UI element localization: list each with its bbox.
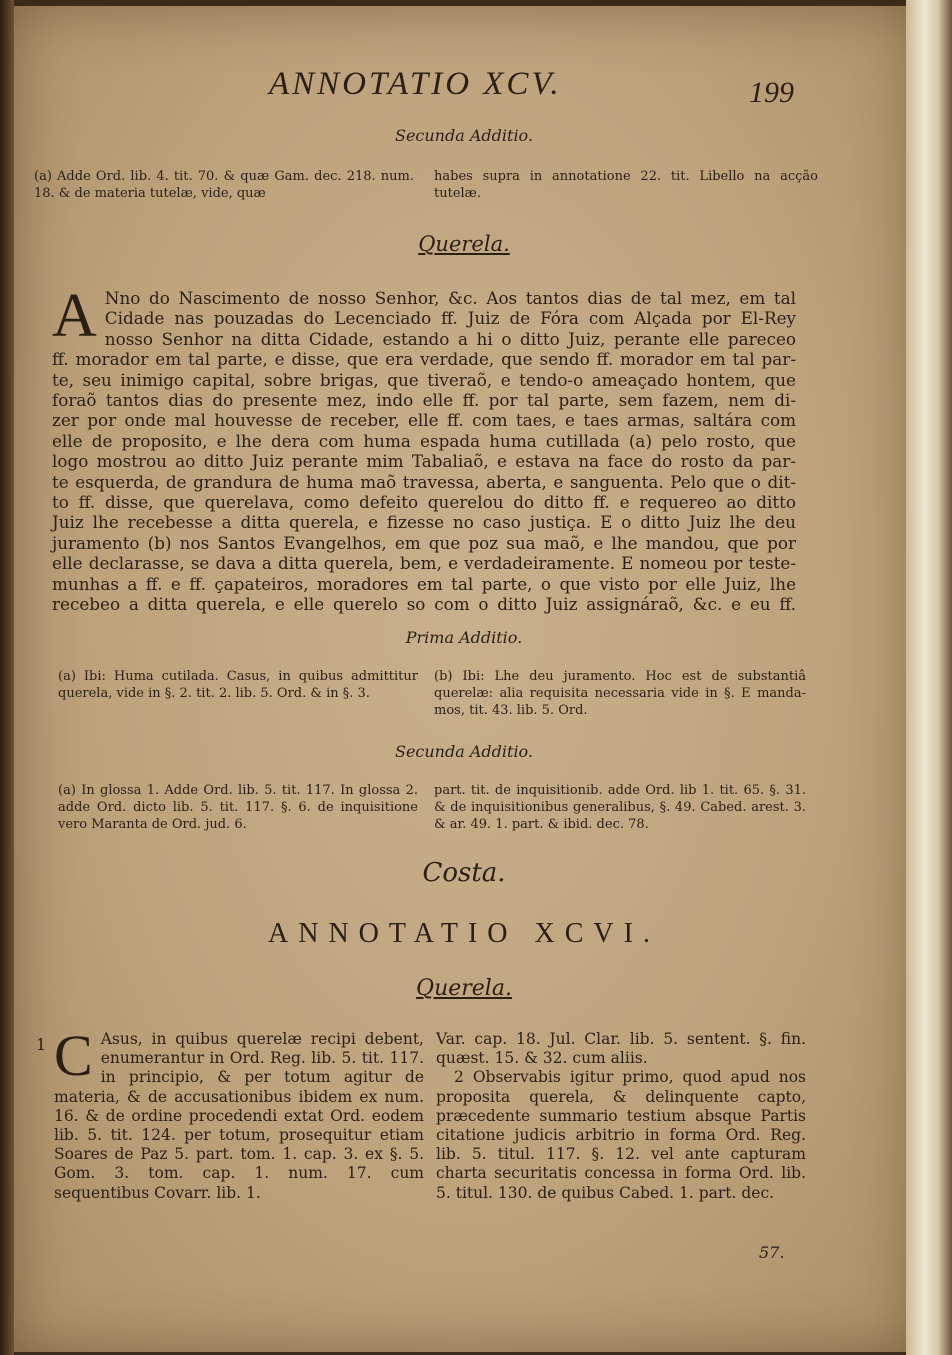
querela-text — [52, 282, 796, 615]
text-line: Cidade nas pouzadas do Lecenciado ff. Juiz de Fóra com Alçada por El-Rey — [104, 308, 796, 329]
text-line: zer por onde mal houvesse de receber, elle ff. com taes, e taes armas, saltára com — [52, 410, 796, 431]
page-edge — [906, 0, 952, 1355]
text-line: Nno do Nascimento de nosso Senhor, &c. Aos tantos dias de tal mez, em tal — [104, 288, 796, 308]
secunda-additio-right: part. tit. de inquisitionib. adde Ord. lib 1. tit. 65. §. 31. & de inquisitionibus generalibus, §. 49. Cabed. arest. 3. & ar. 49. 1. part. & ibid. dec. 78. — [434, 783, 806, 832]
drop-cap: A — [52, 282, 97, 350]
signature-mark: 57. — [759, 1243, 785, 1262]
top-addition-right: habes supra in annotatione 22. tit. Libello na acção tutelæ. — [434, 169, 818, 201]
right-column-second: 2 Observabis igitur primo, quod apud nos proposita querela, & delinquente capto, præcedente summario testium absque Partis citatione judicis arbitrio in forma Ord. Reg. lib. 5. titul. 117. §. 12. vel ante capturam charta securitatis concessa in forma Ord. lib. 5. titul. 130. de quibus Cabed. 1. part. dec. — [436, 1068, 806, 1202]
querela-heading-2: Querela. — [416, 976, 512, 1001]
text-line: Juiz lhe recebesse a ditta querela, e fizesse no caso justiça. E o ditto Juiz lhe deu — [52, 512, 796, 533]
text-line: te esquerda, de grandura de huma maõ travessa, aberta, e sanguenta. Pelo que o dit- — [52, 471, 796, 492]
querela-heading: Querela. — [418, 232, 510, 256]
text-line: foraõ tantos dias do presente mez, indo elle ff. por tal parte, sem fazem, nem di- — [52, 390, 796, 411]
prima-additio-heading: Prima Additio. — [405, 628, 523, 647]
text-line: munhas a ff. e ff. çapateiros, moradores em tal parte, o que visto por elle Juiz, lhe — [52, 573, 796, 594]
book-spine — [0, 0, 14, 1355]
text-line: ff. morador em tal parte, e disse, que era verdade, que sendo ff. morador em tal par- — [52, 349, 796, 370]
prima-additio-right: (b) Ibi: Lhe deu juramento. Hoc est de substantiâ querelæ: alia requisita necessaria vide in §. E manda-mos, tit. 43. lib. 5. Ord. — [434, 669, 806, 718]
top-addition-left: (a) Adde Ord. lib. 4. tit. 70. & quæ Gam. dec. 218. num. 18. & de materia tutelæ, vide, quæ — [34, 169, 414, 201]
left-column-text: Asus, in quibus querelæ recipi debent, enumerantur in Ord. Reg. lib. 5. tit. 117. in principio, & per totum agitur de materia, & de accusationibus ibidem ex num. 16. & de ordine procedendi extat Ord. eodem lib. 5. tit. 124. per totum, prosequitur etiam Soares de Paz 5. part. tom. 1. cap. 3. ex §. 5. Gom. 3. tom. cap. 1. num. 17. cum sequentibus Covarr. lib. 1. — [54, 1030, 424, 1202]
text-line: logo mostrou ao ditto Juiz perante mim Tabaliaõ, e estava na face do rosto da par- — [52, 451, 796, 472]
text-line: te, seu inimigo capital, sobre brigas, que tiveraõ, e tendo-o ameaçado hontem, que — [52, 369, 796, 390]
addition-heading: Secunda Additio. — [394, 126, 533, 145]
text-line: recebeo a ditta querela, e elle querelo so com o ditto Juiz assignáraõ, &c. e eu ff. — [52, 594, 796, 615]
text-line: elle de proposito, e lhe dera com huma espada huma cutillada (a) pelo rosto, que — [52, 430, 796, 451]
secunda-additio-heading: Secunda Additio. — [394, 742, 533, 761]
left-column — [54, 1023, 424, 1203]
book-page — [14, 6, 914, 1352]
author-name: Costa. — [422, 858, 506, 888]
text-line: nosso Senhor na ditta Cidade, estando a hi o ditto Juiz, perante elle pareceo — [104, 328, 796, 349]
right-column-first: Var. cap. 18. Jul. Clar. lib. 5. sentent. §. fin. quæst. 15. & 32. cum aliis. — [436, 1030, 806, 1068]
marginal-number: 1 — [36, 1035, 47, 1054]
text-line: juramento (b) nos Santos Evangelhos, em que poz sua maõ, e lhe mandou, que por — [52, 532, 796, 553]
annotation-title: ANNOTATIO XCVI. — [268, 918, 660, 949]
drop-cap-c: C — [54, 1023, 93, 1088]
prima-additio-left: (a) Ibi: Huma cutilada. Casus, in quibus admittitur querela, vide in §. 2. tit. 2. lib. 5. Ord. & in §. 3. — [58, 669, 418, 701]
page-number: 199 — [749, 76, 794, 109]
text-line: elle declarasse, se dava a ditta querela, bem, e verdadeiramente. E nomeou por teste- — [52, 553, 796, 574]
secunda-additio-left: (a) In glossa 1. Adde Ord. lib. 5. tit. 117. In glossa 2. adde Ord. dicto lib. 5. tit. 117. §. 6. de inquisitione vero Maranta de Ord. jud. 6. — [58, 783, 418, 832]
right-column — [436, 1030, 806, 1203]
text-line: to ff. disse, que querelava, como defeito querelou do ditto ff. e requereo ao ditto — [52, 492, 796, 513]
running-title: ANNOTATIO XCV. — [269, 66, 562, 102]
